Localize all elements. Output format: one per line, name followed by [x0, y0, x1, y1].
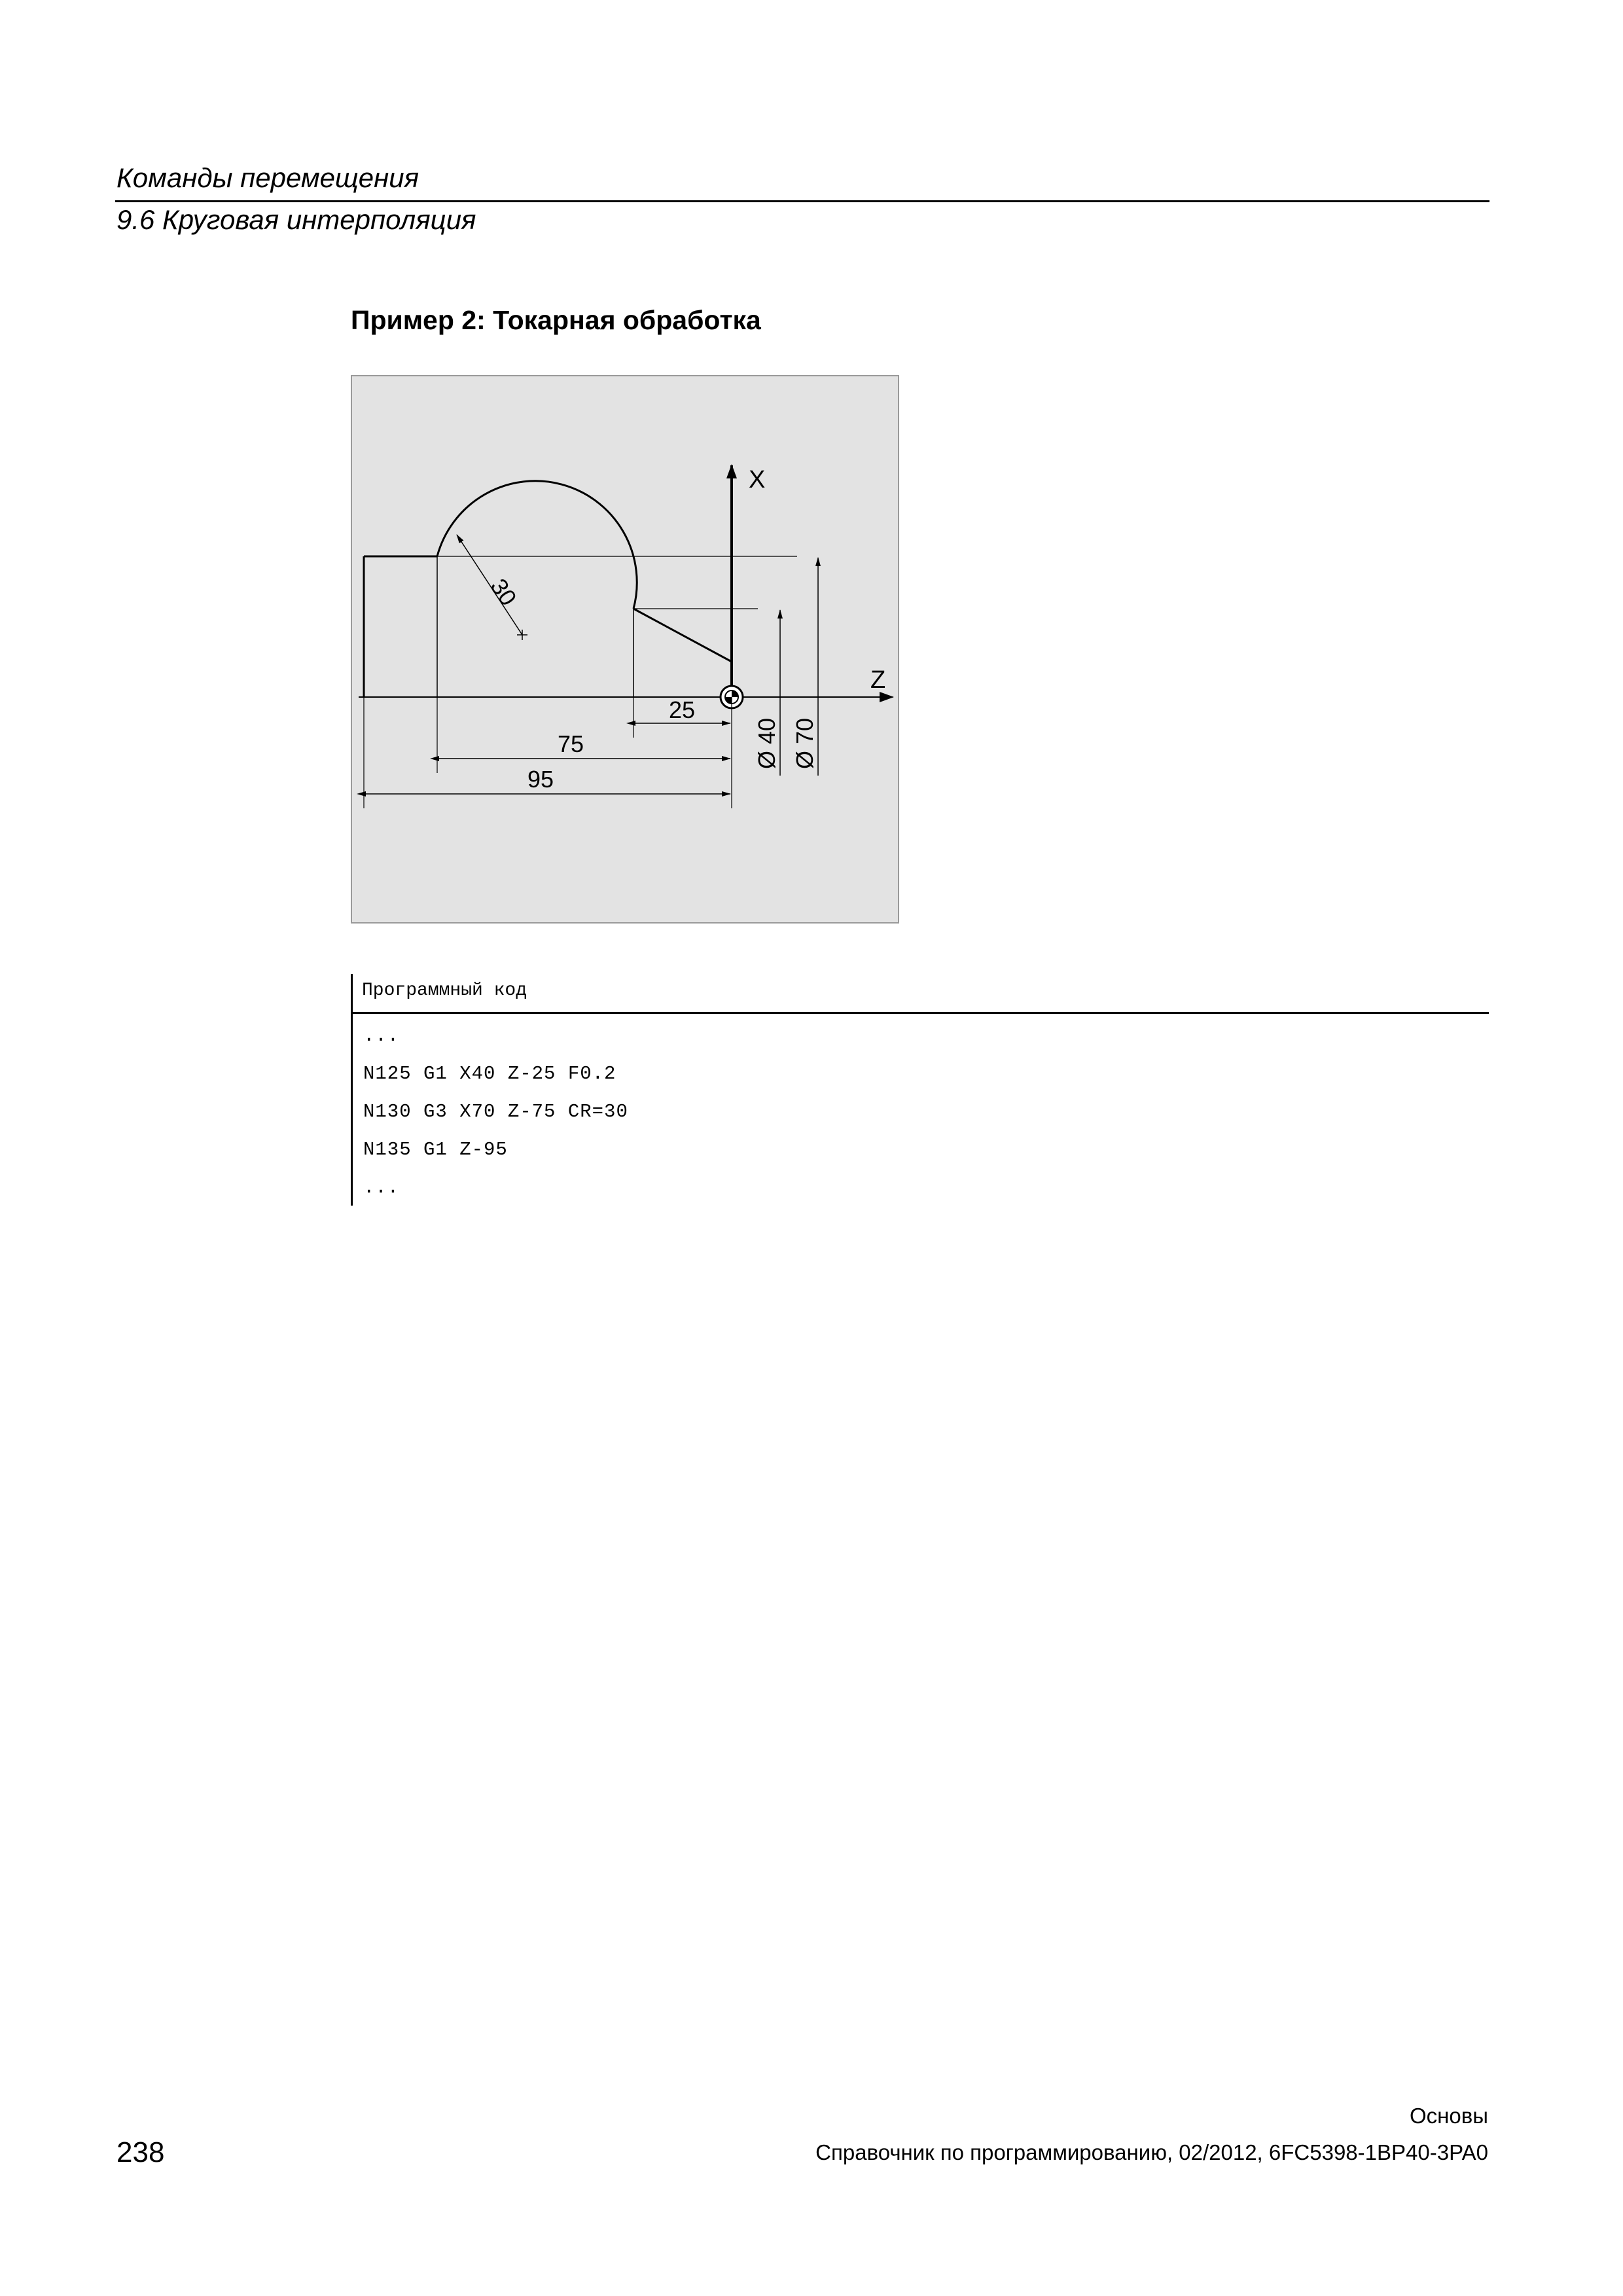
- z-axis-label: Z: [870, 666, 886, 694]
- code-line: N135 G1 Z-95: [363, 1139, 508, 1160]
- arc-center-mark: [517, 630, 527, 640]
- turning-drawing: [351, 375, 899, 924]
- footer-reference: Справочник по программированию, 02/2012, 6FC5398-1BP40-3PA0: [815, 2140, 1488, 2164]
- section-title: 9.6 Круговая интерполяция: [116, 204, 476, 235]
- x-axis-label: X: [749, 466, 766, 493]
- workpiece-contour: [364, 481, 732, 697]
- turning-drawing-svg: [352, 376, 901, 925]
- header-divider: [115, 200, 1489, 202]
- code-line: N125 G1 X40 Z-25 F0.2: [363, 1063, 616, 1085]
- code-line: N130 G3 X70 Z-75 CR=30: [363, 1101, 628, 1122]
- code-header-divider: [353, 1012, 1489, 1014]
- code-line: ...: [363, 1177, 400, 1198]
- code-line: ...: [363, 1025, 400, 1047]
- footer-topic: Основы: [1410, 2104, 1488, 2128]
- program-code-table: [351, 974, 1489, 1206]
- dim-75-label: 75: [558, 730, 584, 757]
- dia-40-label: Ø 40: [753, 717, 780, 769]
- code-table-header: Программный код: [362, 980, 527, 1001]
- dim-25-label: 25: [669, 696, 696, 723]
- example-title: Пример 2: Токарная обработка: [351, 305, 761, 335]
- radius-label: 30: [485, 573, 522, 611]
- dia-70-label: Ø 70: [791, 717, 818, 769]
- dim-95-label: 95: [527, 766, 554, 793]
- page-number: 238: [116, 2136, 165, 2168]
- chapter-title: Команды перемещения: [116, 162, 419, 193]
